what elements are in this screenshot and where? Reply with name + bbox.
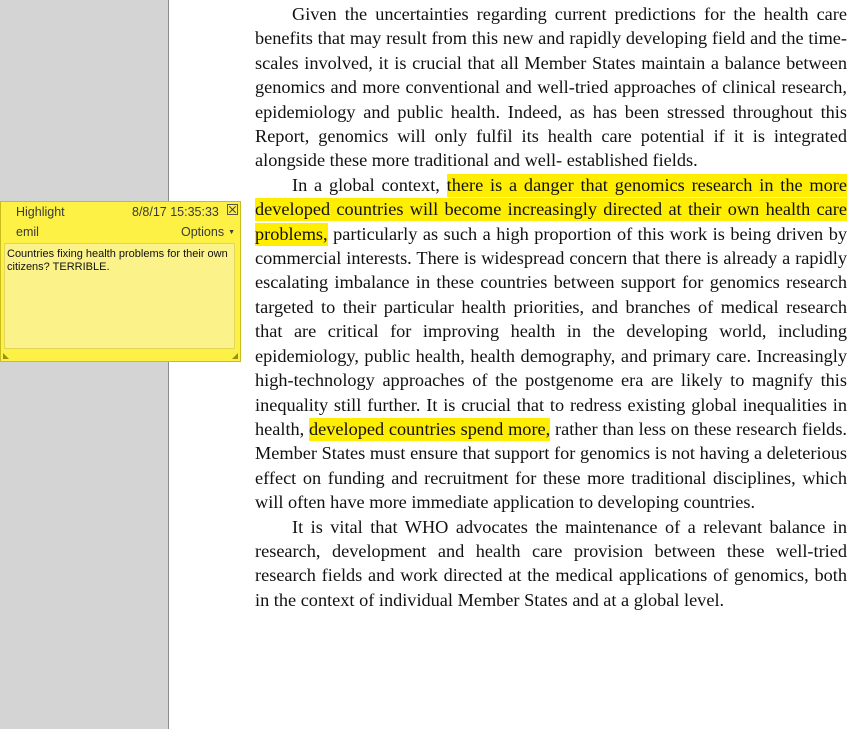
paragraph	[255, 173, 847, 515]
paragraph	[255, 2, 847, 173]
annotation-author: emil	[16, 225, 39, 239]
text-run: particularly as such a high proportion of this work is being driven by commercial interests. There is widespread concern that there is already a rapidly escalating imbalance in these countries between support for genomics research targeted to their particular health priorities, and branches of medical research that are critical for improving health in the developing world, including epidemiology, public health, health demography, and primary care. Increasingly high-technology approaches of the postgenome era are likely to magnify this inequality still further. It is crucial that to redress existing global inequalities in health,	[255, 223, 847, 439]
document-page	[169, 0, 851, 729]
annotation-popup[interactable]	[0, 201, 241, 362]
resize-grip-icon[interactable]	[232, 353, 238, 359]
resize-grip-icon[interactable]	[3, 353, 9, 359]
document-text	[255, 2, 847, 612]
options-menu-button[interactable]	[181, 225, 235, 239]
chevron-down-icon: ▼	[228, 229, 236, 237]
highlighted-text[interactable]: developed countries spend more,	[309, 418, 551, 439]
paragraph	[255, 515, 847, 613]
highlighted-text[interactable]: there is a danger that genomics research in the more developed countries will become increasingly directed at their own health care problems,	[255, 174, 847, 244]
options-label: Options	[181, 225, 225, 239]
annotation-date: 8/8/17 15:35:33	[132, 205, 219, 219]
annotation-type: Highlight	[16, 205, 65, 219]
annotation-comment[interactable]: Countries fixing health problems for their own citizens? TERRIBLE.	[4, 243, 235, 349]
text-run: rather than less on these research fields. Member States must ensure that support for genomics is not having a deleterious effect on funding and recruitment for these more traditional disciplines, which will often have more immediate application to developing countries.	[255, 418, 848, 513]
text-run: It is vital that WHO advocates the maintenance of a relevant balance in research, development and health care provision between these well-tried research fields and work directed at the medical applications of genomics, both in the context of individual Member States and at a global level.	[255, 516, 847, 610]
annotation-header[interactable]	[1, 202, 240, 242]
page-gutter	[0, 0, 169, 729]
text-run: In a global context,	[292, 174, 447, 195]
close-icon[interactable]	[227, 204, 238, 215]
text-run: Given the uncertainties regarding current predictions for the health care benefits that may result from this new and rapidly developing field and the time-scales involved, it is crucial that all Member States maintain a balance between genomics and more conventional and well-tried approaches of clinical research, epidemiology and public health. Indeed, as has been stressed throughout this Report, genomics will only fulfil its health care potential if it is integrated alongside these more traditional and well- established fields.	[255, 4, 847, 171]
